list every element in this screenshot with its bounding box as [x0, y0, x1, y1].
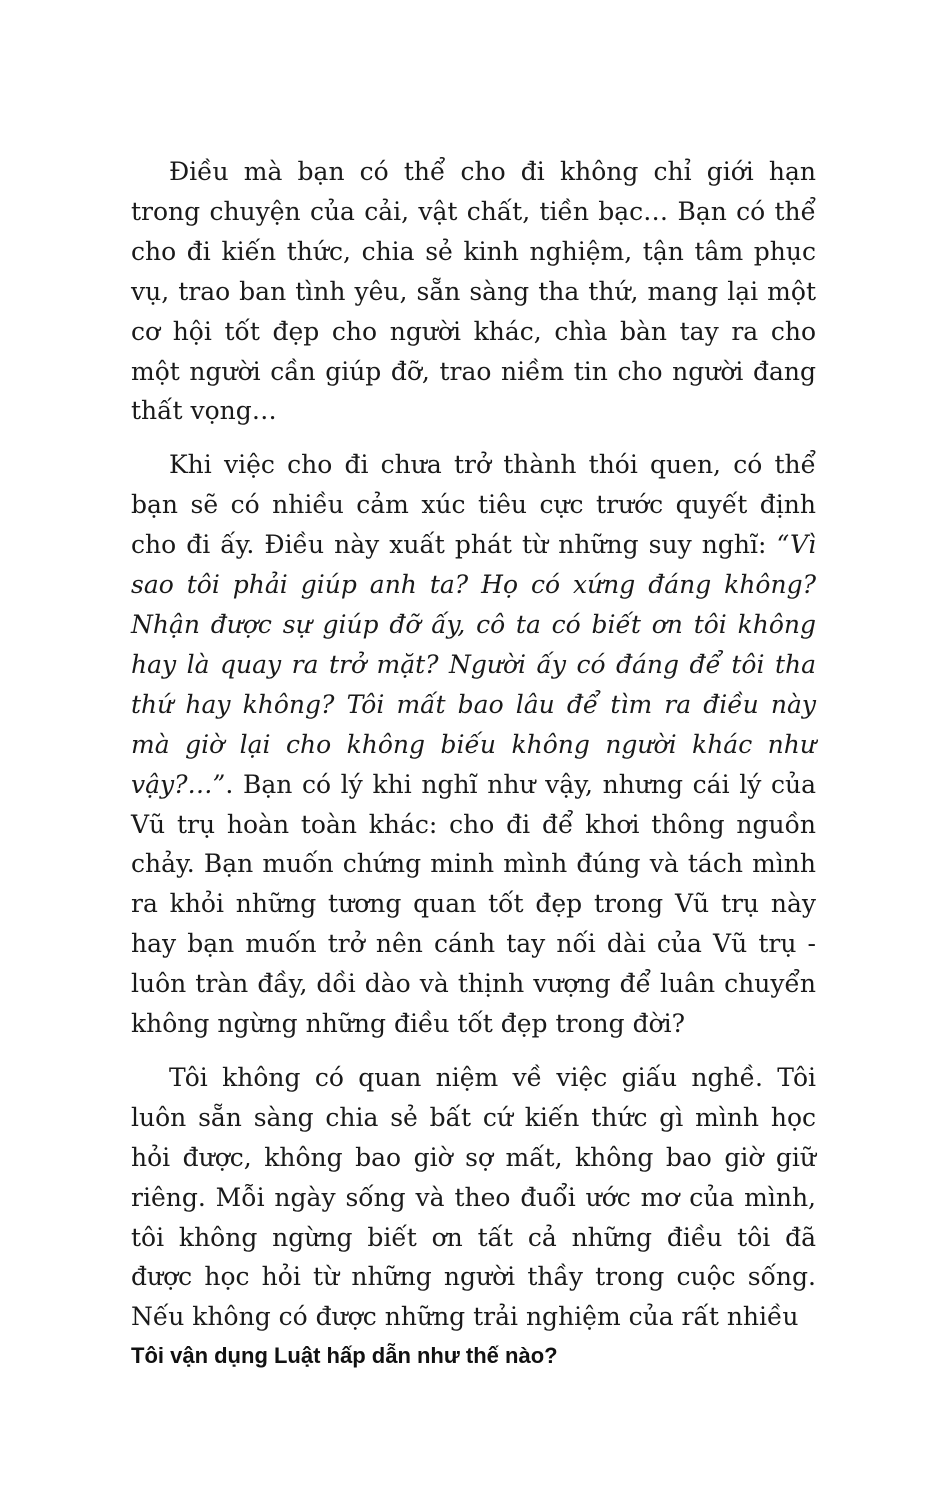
paragraph-2-quote: “Vì sao tôi phải giúp anh ta? Họ có xứng đáng không? Nhận được sự giúp đỡ ấy, cô ta có biết ơn tôi không hay là quay ra trở mặt? Người ấy có đáng để tôi tha thứ hay không? Tôi mất bao lâu để tìm ra điều này mà giờ lại cho không biếu không người khác như vậy?…”: [131, 530, 816, 799]
paragraph-2-lead: Khi việc cho đi chưa trở thành thói quen, có thể bạn sẽ có nhiều cảm xúc tiêu cực trước quyết định cho đi ấy. Điều này xuất phát từ những suy nghĩ:: [131, 450, 816, 560]
paragraph-2-tail: . Bạn có lý khi nghĩ như vậy, nhưng cái lý của Vũ trụ hoàn toàn khác: cho đi để khơi thông nguồn chảy. Bạn muốn chứng minh mình đúng và tách mình ra khỏi những tương quan tốt đẹp trong Vũ trụ này hay bạn muốn trở nên cánh tay nối dài của Vũ trụ - luôn tràn đầy, dồi dào và thịnh vượng để luân chuyển không ngừng những điều tốt đẹp trong đời?: [131, 769, 816, 1039]
paragraph-2: [131, 445, 816, 1044]
paragraph-3: Tôi không có quan niệm về việc giấu nghề. Tôi luôn sẵn sàng chia sẻ bất cứ kiến thức gì mình học hỏi được, không bao giờ sợ mất, không bao giờ giữ riêng. Mỗi ngày sống và theo đuổi ước mơ của mình, tôi không ngừng biết ơn tất cả những điều tôi đã được học hỏi từ những người thầy trong cuộc sống. Nếu không có được những trải nghiệm của rất nhiều: [131, 1062, 816, 1332]
paragraph-1: Điều mà bạn có thể cho đi không chỉ giới hạn trong chuyện của cải, vật chất, tiền bạc… Bạn có thể cho đi kiến thức, chia sẻ kinh nghiệm, tận tâm phục vụ, trao ban tình yêu, sẵn sàng tha thứ, mang lại một cơ hội tốt đẹp cho người khác, chìa bàn tay ra cho một người cần giúp đỡ, trao niềm tin cho người đang thất vọng…: [131, 157, 816, 426]
running-footer-book-title: Tôi vận dụng Luật hấp dẫn như thế nào?: [131, 1343, 558, 1368]
page-body: [131, 152, 816, 1337]
